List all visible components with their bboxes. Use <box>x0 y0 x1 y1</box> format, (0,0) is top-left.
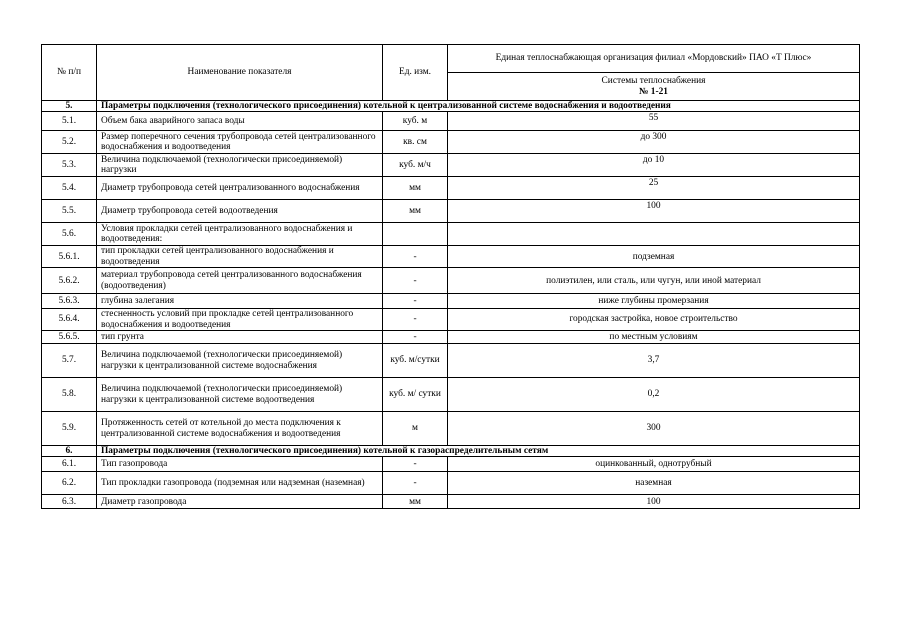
table-row <box>42 472 860 495</box>
row-indicator-name: Протяженность сетей от котельной до места подключения к централизованной системе водоснабжения и водоотведения <box>97 412 383 446</box>
row-number: 5.6.2. <box>42 268 97 294</box>
row-number: 5.5. <box>42 200 97 223</box>
row-unit: м <box>383 412 448 446</box>
section-number: 5. <box>42 101 97 112</box>
section-title: Параметры подключения (технологического присоединения) котельной к централизованной системе водоснабжения и водоотведения <box>97 101 860 112</box>
row-unit <box>383 223 448 246</box>
header-number: № п/п <box>42 45 97 101</box>
row-number: 5.4. <box>42 177 97 200</box>
row-indicator-name: стесненность условий при прокладке сетей централизованного водоснабжения и водоотведения <box>97 309 383 331</box>
row-indicator-name: Тип газопровода <box>97 457 383 472</box>
row-unit: мм <box>383 177 448 200</box>
row-unit: - <box>383 457 448 472</box>
row-number: 5.7. <box>42 344 97 378</box>
table-row <box>42 112 860 131</box>
row-unit: куб. м/сутки <box>383 344 448 378</box>
row-value: 100 <box>448 495 860 509</box>
row-number: 5.6.5. <box>42 331 97 344</box>
row-unit: куб. м <box>383 112 448 131</box>
row-indicator-name: Тип прокладки газопровода (подземная или надземная (наземная) <box>97 472 383 495</box>
row-unit: мм <box>383 200 448 223</box>
table-row <box>42 223 860 246</box>
row-number: 6.2. <box>42 472 97 495</box>
section-title: Параметры подключения (технологического присоединения) котельной к газораспределительным сетям <box>97 446 860 457</box>
row-value: по местным условиям <box>448 331 860 344</box>
row-number: 6.1. <box>42 457 97 472</box>
row-unit: куб. м/ч <box>383 154 448 177</box>
table-row <box>42 154 860 177</box>
table-row <box>42 344 860 378</box>
row-value: городская застройка, новое строительство <box>448 309 860 331</box>
row-indicator-name: глубина залегания <box>97 294 383 309</box>
header-systems-label: Системы теплоснабжения <box>601 76 706 87</box>
row-unit: - <box>383 472 448 495</box>
section-header-row <box>42 101 860 112</box>
row-unit: мм <box>383 495 448 509</box>
parameters-table <box>41 44 860 509</box>
table-row <box>42 200 860 223</box>
row-value: 300 <box>448 412 860 446</box>
table-row <box>42 131 860 154</box>
table-row <box>42 495 860 509</box>
row-value: 3,7 <box>448 344 860 378</box>
section-number: 6. <box>42 446 97 457</box>
row-value: до 300 <box>448 131 860 154</box>
header-unit: Ед. изм. <box>383 45 448 101</box>
table-row <box>42 294 860 309</box>
row-indicator-name: Объем бака аварийного запаса воды <box>97 112 383 131</box>
table-row <box>42 177 860 200</box>
table-row <box>42 457 860 472</box>
row-unit: - <box>383 246 448 268</box>
row-unit: - <box>383 294 448 309</box>
row-indicator-name: Условия прокладки сетей централизованного водоснабжения и водоотведения: <box>97 223 383 246</box>
row-indicator-name: Величина подключаемой (технологически присоединяемой) нагрузки <box>97 154 383 177</box>
row-indicator-name: тип прокладки сетей централизованного водоснабжения и водоотведения <box>97 246 383 268</box>
row-number: 5.2. <box>42 131 97 154</box>
row-number: 5.6.3. <box>42 294 97 309</box>
table-row <box>42 309 860 331</box>
header-systems-value: № 1-21 <box>639 86 668 97</box>
table-row <box>42 331 860 344</box>
row-indicator-name: тип грунта <box>97 331 383 344</box>
row-indicator-name: Величина подключаемой (технологически присоединяемой) нагрузки к централизованной системе водоснабжения <box>97 344 383 378</box>
row-indicator-name: материал трубопровода сетей централизованного водоснабжения (водоотведения) <box>97 268 383 294</box>
row-value: 55 <box>448 112 860 131</box>
row-indicator-name: Величина подключаемой (технологически присоединяемой) нагрузки к централизованной системе водоотведения <box>97 378 383 412</box>
row-unit: - <box>383 268 448 294</box>
section-header-row <box>42 446 860 457</box>
row-indicator-name: Диаметр трубопровода сетей водоотведения <box>97 200 383 223</box>
table-row <box>42 378 860 412</box>
row-unit: - <box>383 309 448 331</box>
row-value: 0,2 <box>448 378 860 412</box>
row-number: 5.6.1. <box>42 246 97 268</box>
table-row <box>42 268 860 294</box>
header-organization: Единая теплоснабжающая организация филиал «Мордовский» ПАО «Т Плюс» <box>448 45 860 73</box>
table-row <box>42 412 860 446</box>
row-number: 5.9. <box>42 412 97 446</box>
row-unit: - <box>383 331 448 344</box>
row-value: наземная <box>448 472 860 495</box>
row-value: оцинкованный, однотрубный <box>448 457 860 472</box>
row-value: 100 <box>448 200 860 223</box>
row-number: 6.3. <box>42 495 97 509</box>
row-value: подземная <box>448 246 860 268</box>
row-number: 5.3. <box>42 154 97 177</box>
row-indicator-name: Диаметр газопровода <box>97 495 383 509</box>
table-row <box>42 246 860 268</box>
row-value: ниже глубины промерзания <box>448 294 860 309</box>
row-unit: кв. см <box>383 131 448 154</box>
row-value: 25 <box>448 177 860 200</box>
row-value: до 10 <box>448 154 860 177</box>
row-indicator-name: Диаметр трубопровода сетей централизованного водоснабжения <box>97 177 383 200</box>
header-indicator-name: Наименование показателя <box>97 45 383 101</box>
row-number: 5.6. <box>42 223 97 246</box>
row-number: 5.8. <box>42 378 97 412</box>
row-unit: куб. м/ сутки <box>383 378 448 412</box>
row-indicator-name: Размер поперечного сечения трубопровода сетей централизованного водоснабжения и водоотведения <box>97 131 383 154</box>
row-value <box>448 223 860 246</box>
row-number: 5.1. <box>42 112 97 131</box>
row-value: полиэтилен, или сталь, или чугун, или иной материал <box>448 268 860 294</box>
row-number: 5.6.4. <box>42 309 97 331</box>
header-systems <box>448 73 860 101</box>
